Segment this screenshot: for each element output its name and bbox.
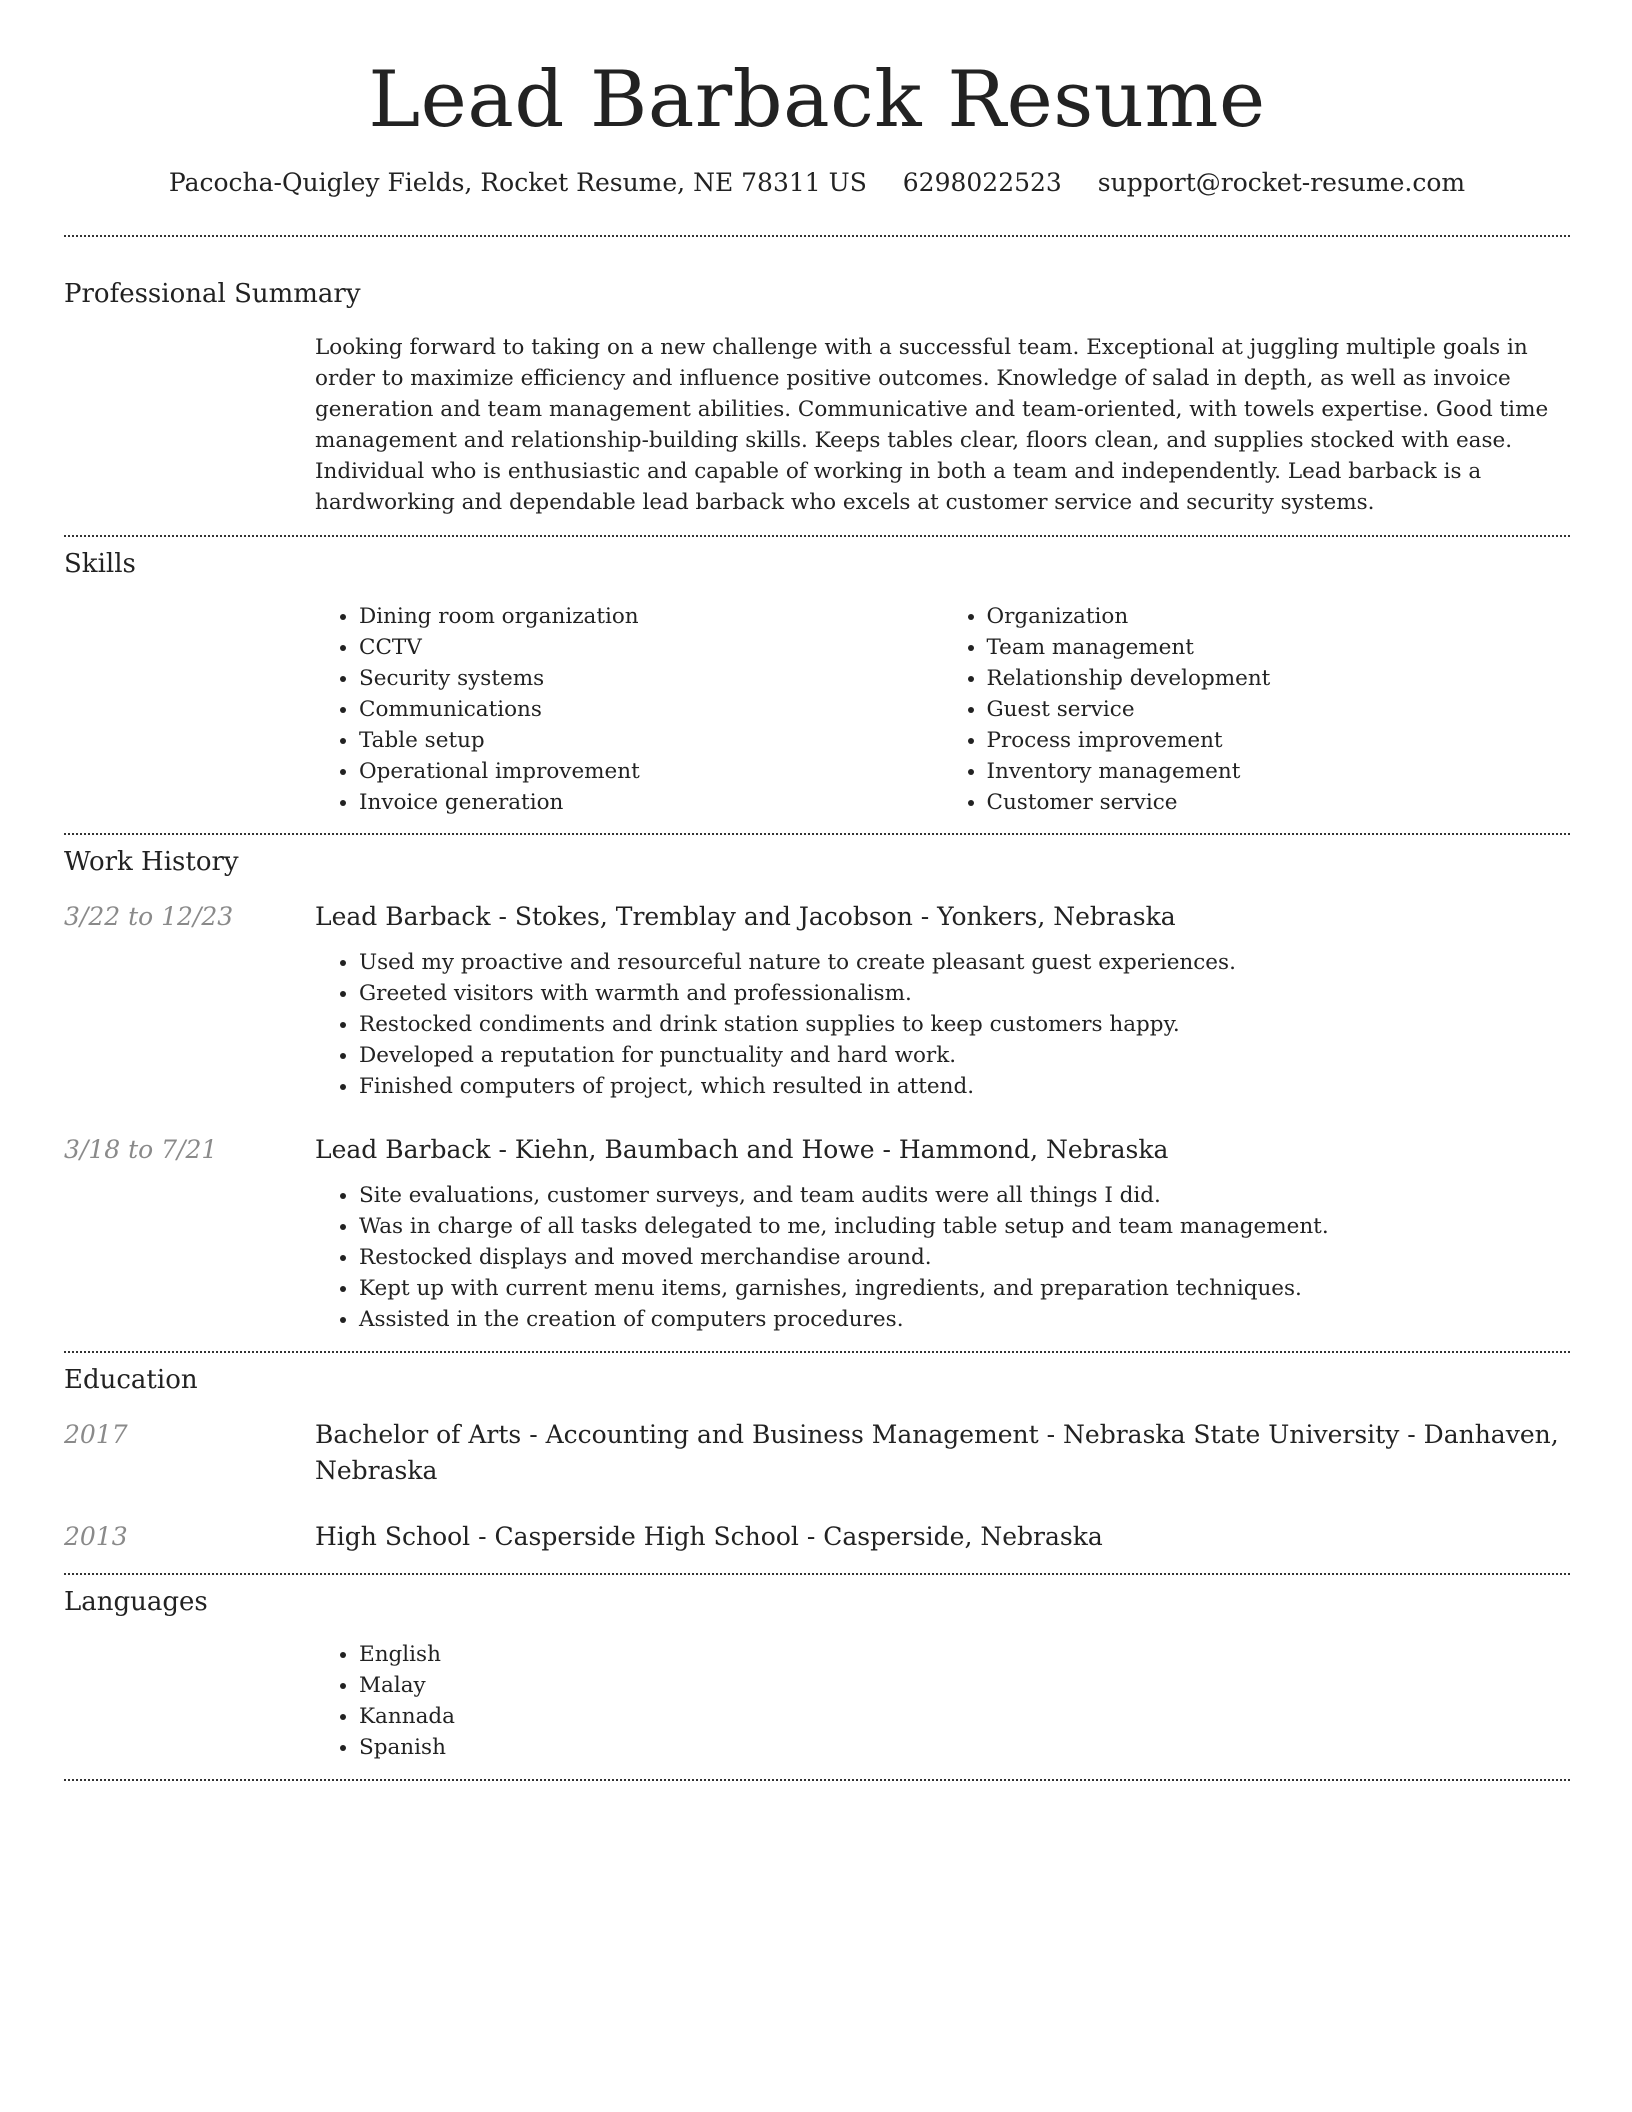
languages-list — [315, 1639, 1570, 1763]
skill-item: • CCTV — [359, 632, 943, 663]
skill-item: • Communications — [359, 694, 943, 725]
language-item: • Malay — [359, 1670, 1570, 1701]
divider — [64, 235, 1570, 237]
education-degree: Bachelor of Arts - Accounting and Business Management — [315, 1420, 1039, 1449]
skill-item: • Relationship development — [987, 663, 1571, 694]
education-degree: High School — [315, 1522, 471, 1551]
job-bullet: • Developed a reputation for punctuality and hard work. — [359, 1040, 1570, 1071]
education-entry — [64, 1519, 1570, 1555]
work-history-heading: Work History — [64, 847, 239, 877]
skill-item: • Invoice generation — [359, 787, 943, 818]
divider — [64, 833, 1570, 835]
education-school: - Nebraska State University - Danhaven, Nebraska — [315, 1420, 1559, 1485]
job-bullet: • Finished computers of project, which resulted in attend. — [359, 1071, 1570, 1102]
job-title — [315, 1132, 1168, 1168]
job-bullets — [315, 947, 1570, 1102]
job-employer: - Kiehn, Baumbach and Howe - Hammond, Nebraska — [490, 1135, 1169, 1164]
skills-heading: Skills — [64, 549, 136, 579]
divider — [64, 535, 1570, 537]
job-role: Lead Barback — [315, 902, 491, 931]
education-year: 2013 — [64, 1522, 128, 1551]
skill-item: • Organization — [987, 601, 1571, 632]
education-title — [315, 1417, 1570, 1489]
skill-item: • Guest service — [987, 694, 1571, 725]
education-year: 2017 — [64, 1420, 128, 1449]
skills-list — [315, 601, 1570, 818]
skills-column-left — [315, 601, 943, 818]
job-entry — [64, 899, 1570, 935]
skills-column-right — [943, 601, 1571, 818]
job-bullet: • Kept up with current menu items, garnishes, ingredients, and preparation techniques. — [359, 1273, 1570, 1304]
job-bullets — [315, 1180, 1570, 1335]
skill-item: • Inventory management — [987, 756, 1571, 787]
job-dates: 3/18 to 7/21 — [64, 1135, 218, 1164]
resume-page — [64, 0, 1570, 1781]
job-bullet: • Greeted visitors with warmth and professionalism. — [359, 978, 1570, 1009]
contact-phone[interactable]: 6298022523 — [902, 168, 1062, 197]
contact-address: Pacocha-Quigley Fields, Rocket Resume, NE 78311 US — [168, 168, 867, 197]
skill-item: • Operational improvement — [359, 756, 943, 787]
resume-title: Lead Barback Resume — [368, 55, 1266, 145]
skill-item: • Process improvement — [987, 725, 1571, 756]
summary-text: Looking forward to taking on a new challenge with a successful team. Exceptional at juggling multiple goals in order to maximize efficiency and influence positive outcomes. Knowledge of salad in depth, as well as invoice generation and team management abilities. Communicative and team-oriented, with towels expertise. Good time management and relationship-building skills. Keeps tables clear, floors clean, and supplies stocked with ease. Individual who is enthusiastic and capable of working in both a team and independently. Lead barback is a hardworking and dependable lead barback who excels at customer service and security systems. — [315, 335, 1549, 515]
job-bullet: • Restocked condiments and drink station supplies to keep customers happy. — [359, 1009, 1570, 1040]
job-entry — [64, 1132, 1570, 1168]
job-bullet: • Assisted in the creation of computers procedures. — [359, 1304, 1570, 1335]
education-heading: Education — [64, 1365, 198, 1395]
skill-item: • Customer service — [987, 787, 1571, 818]
divider — [64, 1779, 1570, 1781]
language-item: • English — [359, 1639, 1570, 1670]
job-employer: - Stokes, Tremblay and Jacobson - Yonkers, Nebraska — [490, 902, 1176, 931]
divider — [64, 1573, 1570, 1575]
job-bullet: • Used my proactive and resourceful nature to create pleasant guest experiences. — [359, 947, 1570, 978]
language-item: • Kannada — [359, 1701, 1570, 1732]
skill-item: • Dining room organization — [359, 601, 943, 632]
education-entry — [64, 1417, 1570, 1489]
summary-heading: Professional Summary — [64, 279, 361, 309]
job-dates: 3/22 to 12/23 — [64, 902, 234, 931]
language-item: • Spanish — [359, 1732, 1570, 1763]
job-bullet: • Restocked displays and moved merchandise around. — [359, 1242, 1570, 1273]
divider — [64, 1351, 1570, 1353]
languages-heading: Languages — [64, 1587, 208, 1617]
education-school: - Casperside High School - Casperside, Nebraska — [470, 1522, 1103, 1551]
job-title — [315, 899, 1176, 935]
skill-item: • Team management — [987, 632, 1571, 663]
contact-email[interactable]: support@rocket-resume.com — [1097, 168, 1466, 197]
job-bullet: • Site evaluations, customer surveys, and team audits were all things I did. — [359, 1180, 1570, 1211]
job-bullet: • Was in charge of all tasks delegated to me, including table setup and team management. — [359, 1211, 1570, 1242]
skill-item: • Security systems — [359, 663, 943, 694]
contact-line — [64, 166, 1570, 200]
skill-item: • Table setup — [359, 725, 943, 756]
education-title — [315, 1519, 1103, 1555]
job-role: Lead Barback — [315, 1135, 491, 1164]
